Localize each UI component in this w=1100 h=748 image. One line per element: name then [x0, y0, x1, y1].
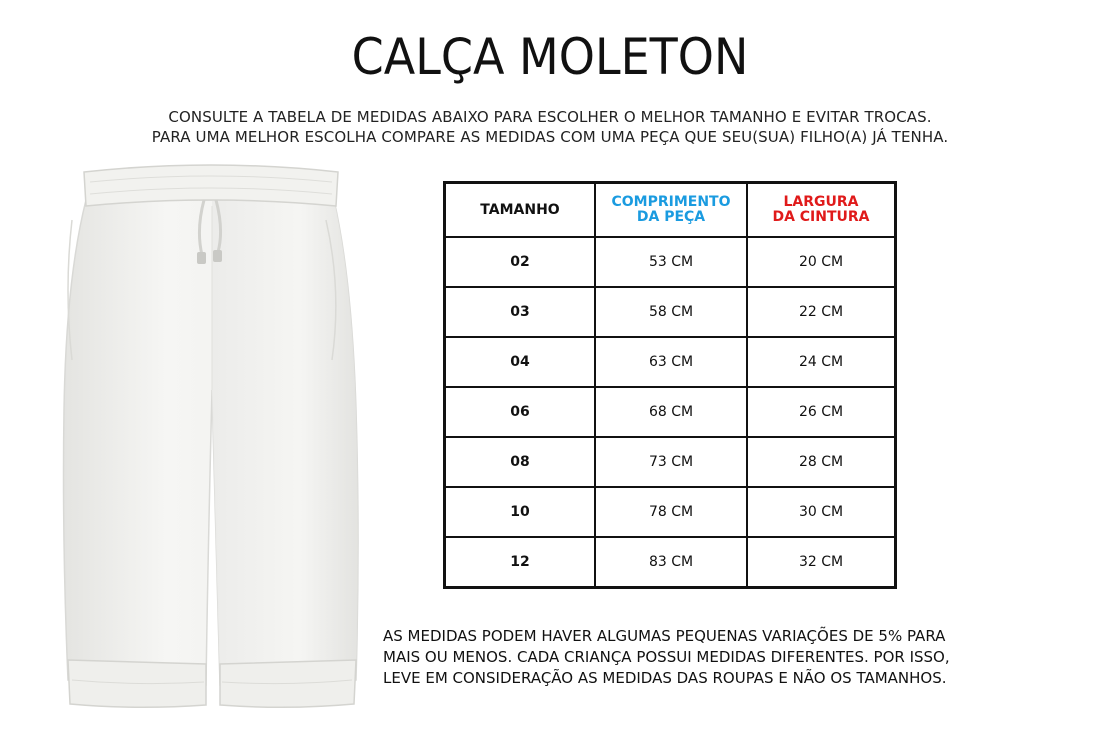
table-row	[445, 287, 896, 337]
length-cell: 78 CM	[595, 487, 747, 537]
waist-cell: 26 CM	[747, 387, 896, 437]
table-row	[445, 337, 896, 387]
size-cell: 04	[445, 337, 596, 387]
table-row	[445, 537, 896, 588]
size-table	[443, 181, 897, 589]
note-line-2: MAIS OU MENOS. CADA CRIANÇA POSSUI MEDIDAS DIFERENTES. POR ISSO,	[383, 648, 950, 666]
page-title: CALÇA MOLETON	[351, 28, 749, 86]
pants-waistband	[84, 165, 338, 206]
intro-line-2: PARA UMA MELHOR ESCOLHA COMPARE AS MEDIDAS COM UMA PEÇA QUE SEU(SUA) FILHO(A) JÁ TENHA.	[151, 128, 949, 146]
table-header-row	[445, 183, 896, 238]
size-cell: 10	[445, 487, 596, 537]
header-size: TAMANHO	[445, 183, 596, 238]
length-cell: 73 CM	[595, 437, 747, 487]
length-cell: 63 CM	[595, 337, 747, 387]
disclaimer-note	[383, 626, 1023, 689]
table-row	[445, 487, 896, 537]
waist-cell: 24 CM	[747, 337, 896, 387]
table-row	[445, 237, 896, 287]
size-cell: 12	[445, 537, 596, 588]
length-cell: 53 CM	[595, 237, 747, 287]
length-cell: 83 CM	[595, 537, 747, 588]
note-line-3: LEVE EM CONSIDERAÇÃO AS MEDIDAS DAS ROUPAS E NÃO OS TAMANHOS.	[383, 669, 947, 687]
note-line-1: AS MEDIDAS PODEM HAVER ALGUMAS PEQUENAS VARIAÇÕES DE 5% PARA	[383, 627, 946, 645]
waist-cell: 28 CM	[747, 437, 896, 487]
table-row	[445, 437, 896, 487]
sweatpants-image	[56, 160, 366, 720]
header-waist: LARGURA DA CINTURA	[747, 183, 896, 238]
intro-line-1: CONSULTE A TABELA DE MEDIDAS ABAIXO PARA ESCOLHER O MELHOR TAMANHO E EVITAR TROCAS.	[168, 108, 932, 126]
waist-cell: 32 CM	[747, 537, 896, 588]
waist-cell: 22 CM	[747, 287, 896, 337]
table-row	[445, 387, 896, 437]
length-cell: 58 CM	[595, 287, 747, 337]
waist-cell: 30 CM	[747, 487, 896, 537]
waist-cell: 20 CM	[747, 237, 896, 287]
size-cell: 06	[445, 387, 596, 437]
size-cell: 03	[445, 287, 596, 337]
size-cell: 02	[445, 237, 596, 287]
header-length: COMPRIMENTO DA PEÇA	[595, 183, 747, 238]
length-cell: 68 CM	[595, 387, 747, 437]
size-cell: 08	[445, 437, 596, 487]
